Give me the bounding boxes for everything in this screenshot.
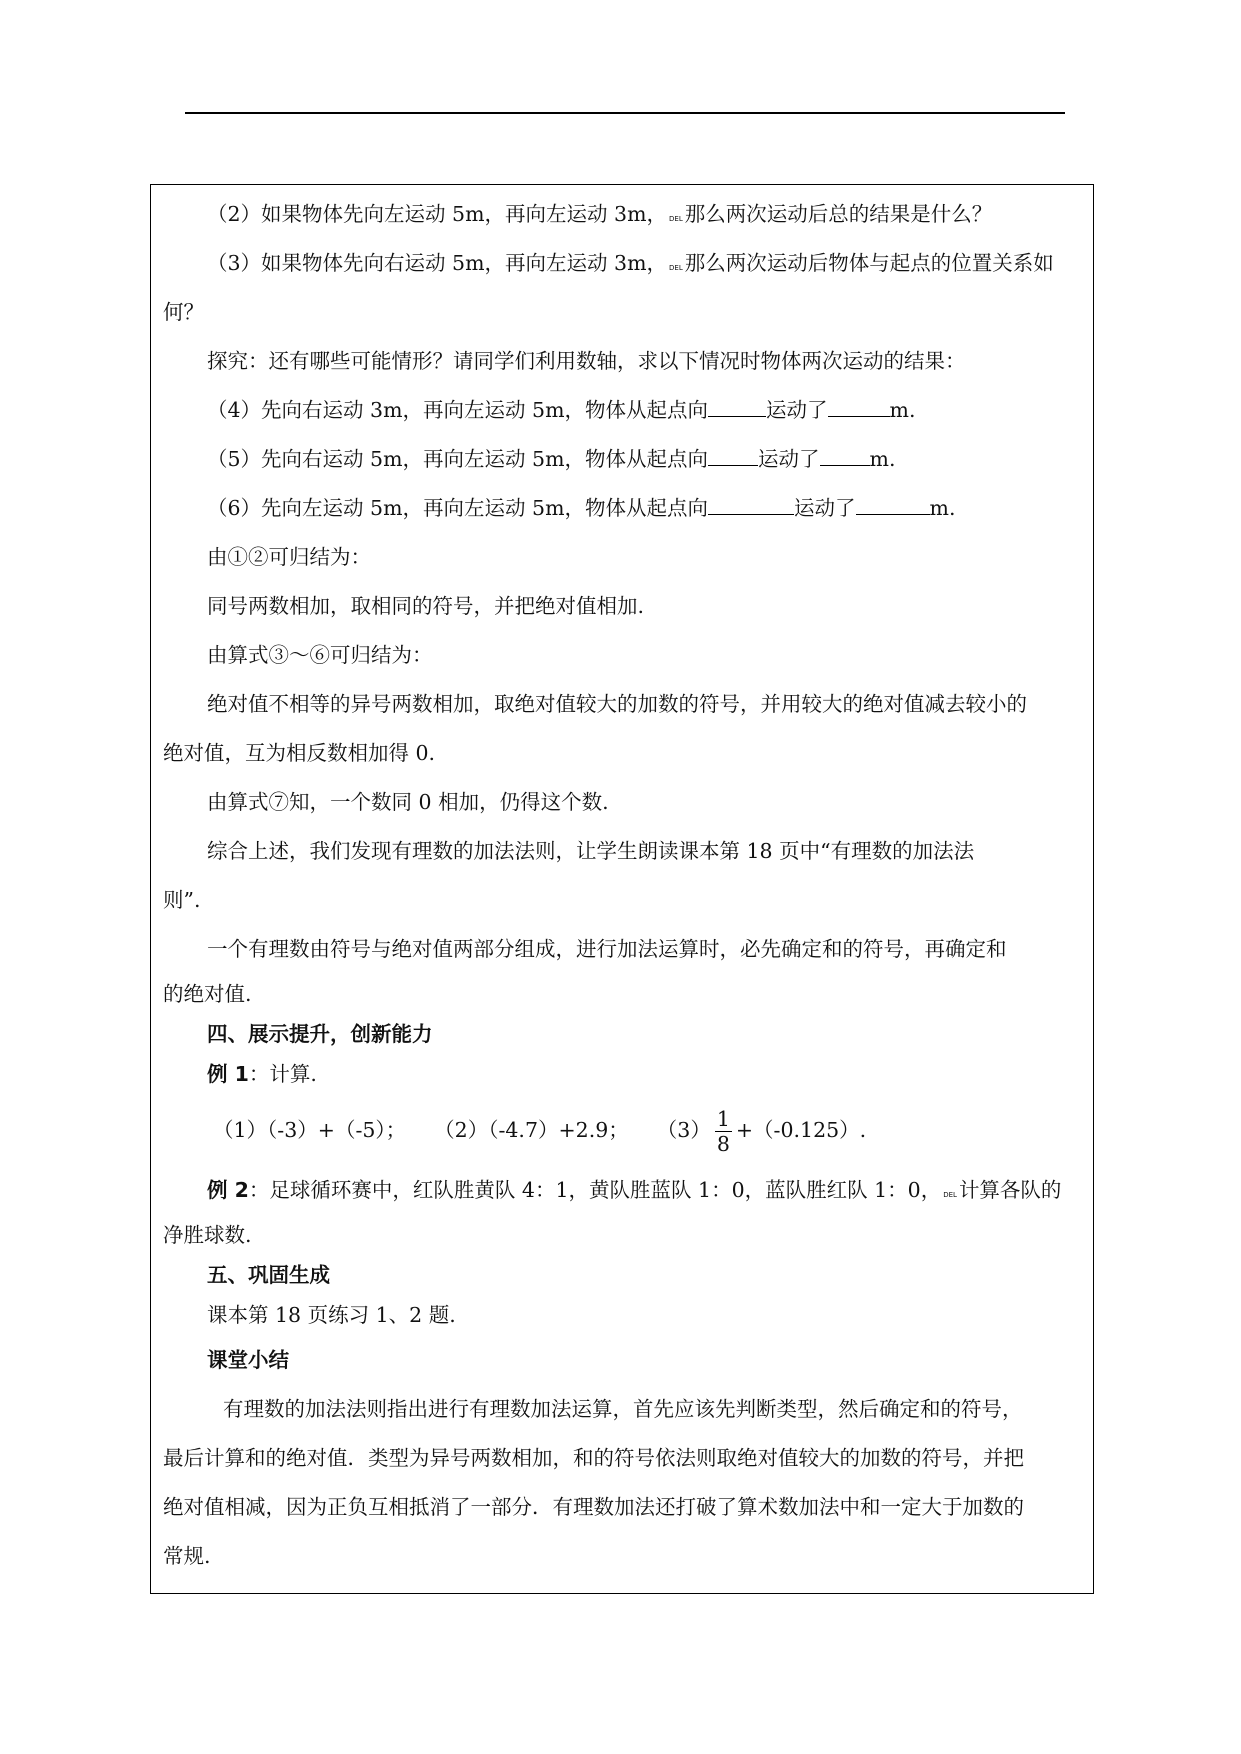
exercise-ref: 课本第 18 页练习 1、2 题. [207,1303,456,1327]
question-3: （3）如果物体先向右运动 5m，再向左运动 3m， DEL那么两次运动后物体与起点的位置关系如 [207,251,1054,275]
question-5: （5）先向右运动 5m，再向左运动 5m，物体从起点向 运动了 m. [207,447,896,471]
lesson-content [163,190,1083,1581]
del-mark: DEL [943,1191,957,1199]
sign-abs-note: 一个有理数由符号与绝对值两部分组成，进行加法运算时，必先确定和的符号，再确定和 [207,937,1007,961]
example-2: 例 2：足球循环赛中，红队胜黄队 4：1，黄队胜蓝队 1：0，蓝队胜红队 1：0， DEL计算各队的 [207,1178,1062,1202]
question-3-cont: 何？ [163,300,204,324]
fraction: $\frac{1}{8}$ [716,1107,730,1156]
expr-1: （1）（-3）+（-5）； [213,1118,407,1142]
del-mark: DEL [669,264,683,272]
answer-blank [708,447,758,466]
class-summary-text-4: 常规. [163,1544,211,1568]
rule-diff-sign: 绝对值不相等的异号两数相加，取绝对值较大的加数的符号，并用较大的绝对值减去较小的 [207,692,1027,716]
summary-text: 综合上述，我们发现有理数的加法法则，让学生朗读课本第 18 页中“有理数的加法法 [207,839,975,863]
rule-zero: 由算式⑦知，一个数同 0 相加，仍得这个数. [207,790,609,814]
question-6: （6）先向左运动 5m，再向左运动 5m，物体从起点向 运动了 m. [207,496,956,520]
example-1: 例 1：计算. [207,1062,317,1086]
section-5-heading: 五、巩固生成 [207,1263,330,1287]
answer-blank [708,398,766,417]
section-4-heading: 四、展示提升，创新能力 [207,1022,433,1046]
answer-blank [820,447,870,466]
class-summary-heading: 课堂小结 [207,1348,289,1372]
question-2: （2）如果物体先向左运动 5m，再向左运动 3m， DEL那么两次运动后总的结果是什么？ [207,202,993,226]
summary-text-cont: 则”. [163,888,201,912]
answer-blank [856,496,930,515]
conclusion-intro-2: 由算式③～⑥可归结为： [207,643,433,667]
conclusion-intro-1: 由①②可归结为： [207,545,371,569]
example-1-expressions [163,1094,1083,1166]
example-2-cont: 净胜球数. [163,1223,252,1247]
class-summary-text: 有理数的加法法则指出进行有理数加法运算，首先应该先判断类型，然后确定和的符号， [223,1397,1023,1421]
del-mark: DEL [669,215,683,223]
answer-blank [708,496,794,515]
explore-prompt: 探究：还有哪些可能情形？请同学们利用数轴，求以下情况时物体两次运动的结果： [207,349,966,373]
rule-diff-sign-cont: 绝对值，互为相反数相加得 0. [163,741,436,765]
class-summary-text-2: 最后计算和的绝对值．类型为异号两数相加，和的符号依法则取绝对值较大的加数的符号，并把 [163,1446,1024,1470]
sign-abs-note-cont: 的绝对值. [163,982,252,1006]
expr-2: （2）（-4.7）+2.9； [434,1118,629,1142]
header-rule [185,112,1065,114]
rule-same-sign: 同号两数相加，取相同的符号，并把绝对值相加. [207,594,645,618]
question-4: （4）先向右运动 3m，再向左运动 5m，物体从起点向 运动了 m. [207,398,916,422]
answer-blank [828,398,890,417]
class-summary-text-3: 绝对值相减，因为正负互相抵消了一部分．有理数加法还打破了算术数加法中和一定大于加数的 [163,1495,1024,1519]
expr-3: （3） $\frac{1}{8}$ +（-0.125）. [656,1107,867,1156]
